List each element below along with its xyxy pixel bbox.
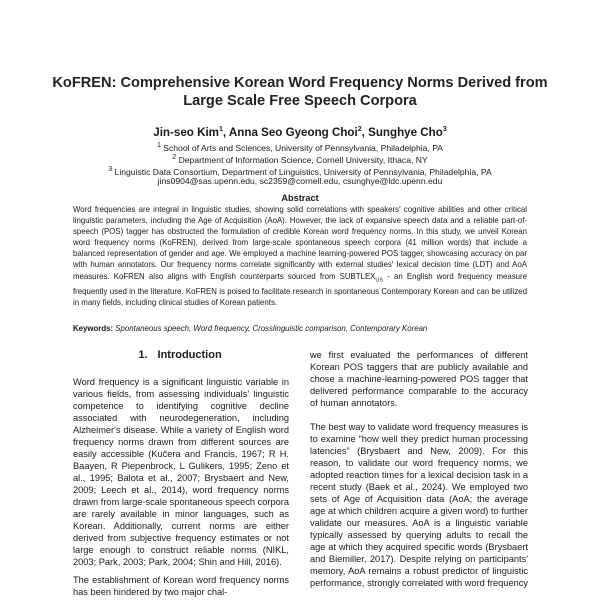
affiliation-text: Linguistic Data Consortium, Department of Linguistics, University of Pennsylvania, Philadelphia, PA — [114, 166, 492, 177]
affiliation-text: School of Arts and Sciences, University of Pennsylvania, Philadelphia, PA — [163, 142, 444, 153]
abstract-heading: Abstract — [281, 193, 319, 203]
body-paragraph: The best way to validate word frequency measures is to examine “how well they predict human processing latencies” (Brysbaert and New, 2009). For this reason, to validate our word frequency norms, we adopted reaction times for a lexical decision task in a recent study (Baek et al., 2024). We employed two sets of Age of Acquisition data (AoA; the average age at which children acquire a given word) to further validate our measures. AoA is a linguistic variable typically assessed by querying adults to recall the age at which they acquired specific words (Brysbaert and Biemiller, 2017). Despite relying on participants' memory, AoA remains a robust predictor of linguistic performance, strongly correlated with word frequency — [310, 422, 528, 588]
author-emails: jins0904@sas.upenn.edu, sc2359@cornell.edu, csunghye@ldc.upenn.edu — [157, 176, 443, 186]
author-name: Anna Seo Gyeong Choi — [228, 125, 358, 139]
keywords — [73, 323, 527, 334]
keywords-label: Keywords: — [73, 324, 116, 333]
keywords-text: Spontaneous speech, Word frequency, Crosslinguistic comparison, Contemporary Korean — [115, 324, 428, 333]
body-paragraph: The establishment of Korean word frequency norms has been hindered by two major chal- — [73, 575, 289, 597]
section-title: Introduction — [157, 349, 222, 361]
author-separator: , — [222, 125, 229, 139]
affiliation-mark: 1 — [156, 142, 161, 149]
affiliation-text: Department of Information Science, Cornell University, Ithaca, NY — [178, 154, 428, 165]
author-affiliation-mark: 1 — [218, 126, 223, 133]
author-affiliation-mark: 3 — [442, 126, 447, 133]
author-list — [40, 123, 560, 140]
abstract-text: - an English word frequency measure frequently used in the literature. KoFREN is poised to facilitate research in spontaneous Contemporary Korean and can be utilized in many fields, including clinical studies of Korean patients. — [73, 271, 527, 308]
abstract-subscript: US — [375, 277, 384, 284]
author-name: Jin-seo Kim — [153, 125, 219, 139]
author-name: Sunghye Cho — [368, 125, 443, 139]
body-paragraph: Word frequency is a significant linguistic variable in various fields, from assessing individuals' linguistic competence to identifying cognitive decline associated with neurodegeneration, including Alzheimer's disease. While a variety of English word frequency norms drawn from different sources are easily accessible (Kučera and Francis, 1967; R H. Baayen, R Piepenbrock, L Gulikers, 1995; Zeno et al., 1995; Balota et al., 2007; Brysbaert and New, 2009; Leech et al., 2014), word frequency norms drawn from large-scale spontaneous speech corpora are rarely available in minor languages, such as Korean. Additionally, current norms are either derived from subjective frequency estimates or not large enough to construct reliable norms (NIKL, 2003; Park, 2003; Park, 2004; Shin and Hill, 2016). — [73, 377, 289, 567]
abstract-text: Word frequencies are integral in linguistic studies, showing solid correlations with speakers' cognitive abilities and other critical linguistic parameters, including the Age of Acquisition (AoA). However, the lack of expansive speech data and a reliable part-of-speech (POS) tagger has obstructed the formulation of credible Korean word frequency norms. In this study, we unveil Korean word frequency norms (KoFREN), derived from large-scale spontaneous speech corpora (41 million words) that include a balanced representation of gender and age. We employed a machine learning-powered POS tagger, showcasing accuracy on par with human annotators. Our frequency norms correlate significantly with external studies' lexical decision time (LDT) and AoA measures. KoFREN also aligns with English counterparts sourced from SUBTLEX — [73, 205, 527, 281]
section-heading — [73, 349, 287, 361]
abstract-body — [73, 204, 527, 308]
section-number: 1. — [138, 349, 148, 361]
affiliation-mark: 3 — [108, 166, 113, 173]
paper-title: KoFREN: Comprehensive Korean Word Frequency Norms Derived from Large Scale Free Speech Corpora — [52, 75, 548, 109]
body-paragraph: we first evaluated the performances of different Korean POS taggers that are publicly available and chose a machine-learning-powered POS tagger that delivered performance comparable to the accuracy of human annotators. — [310, 350, 528, 408]
author-affiliation-mark: 2 — [357, 126, 362, 133]
right-column — [310, 349, 528, 589]
left-column — [73, 376, 289, 598]
affiliation-mark: 2 — [172, 154, 177, 161]
author-separator: , — [361, 125, 369, 139]
